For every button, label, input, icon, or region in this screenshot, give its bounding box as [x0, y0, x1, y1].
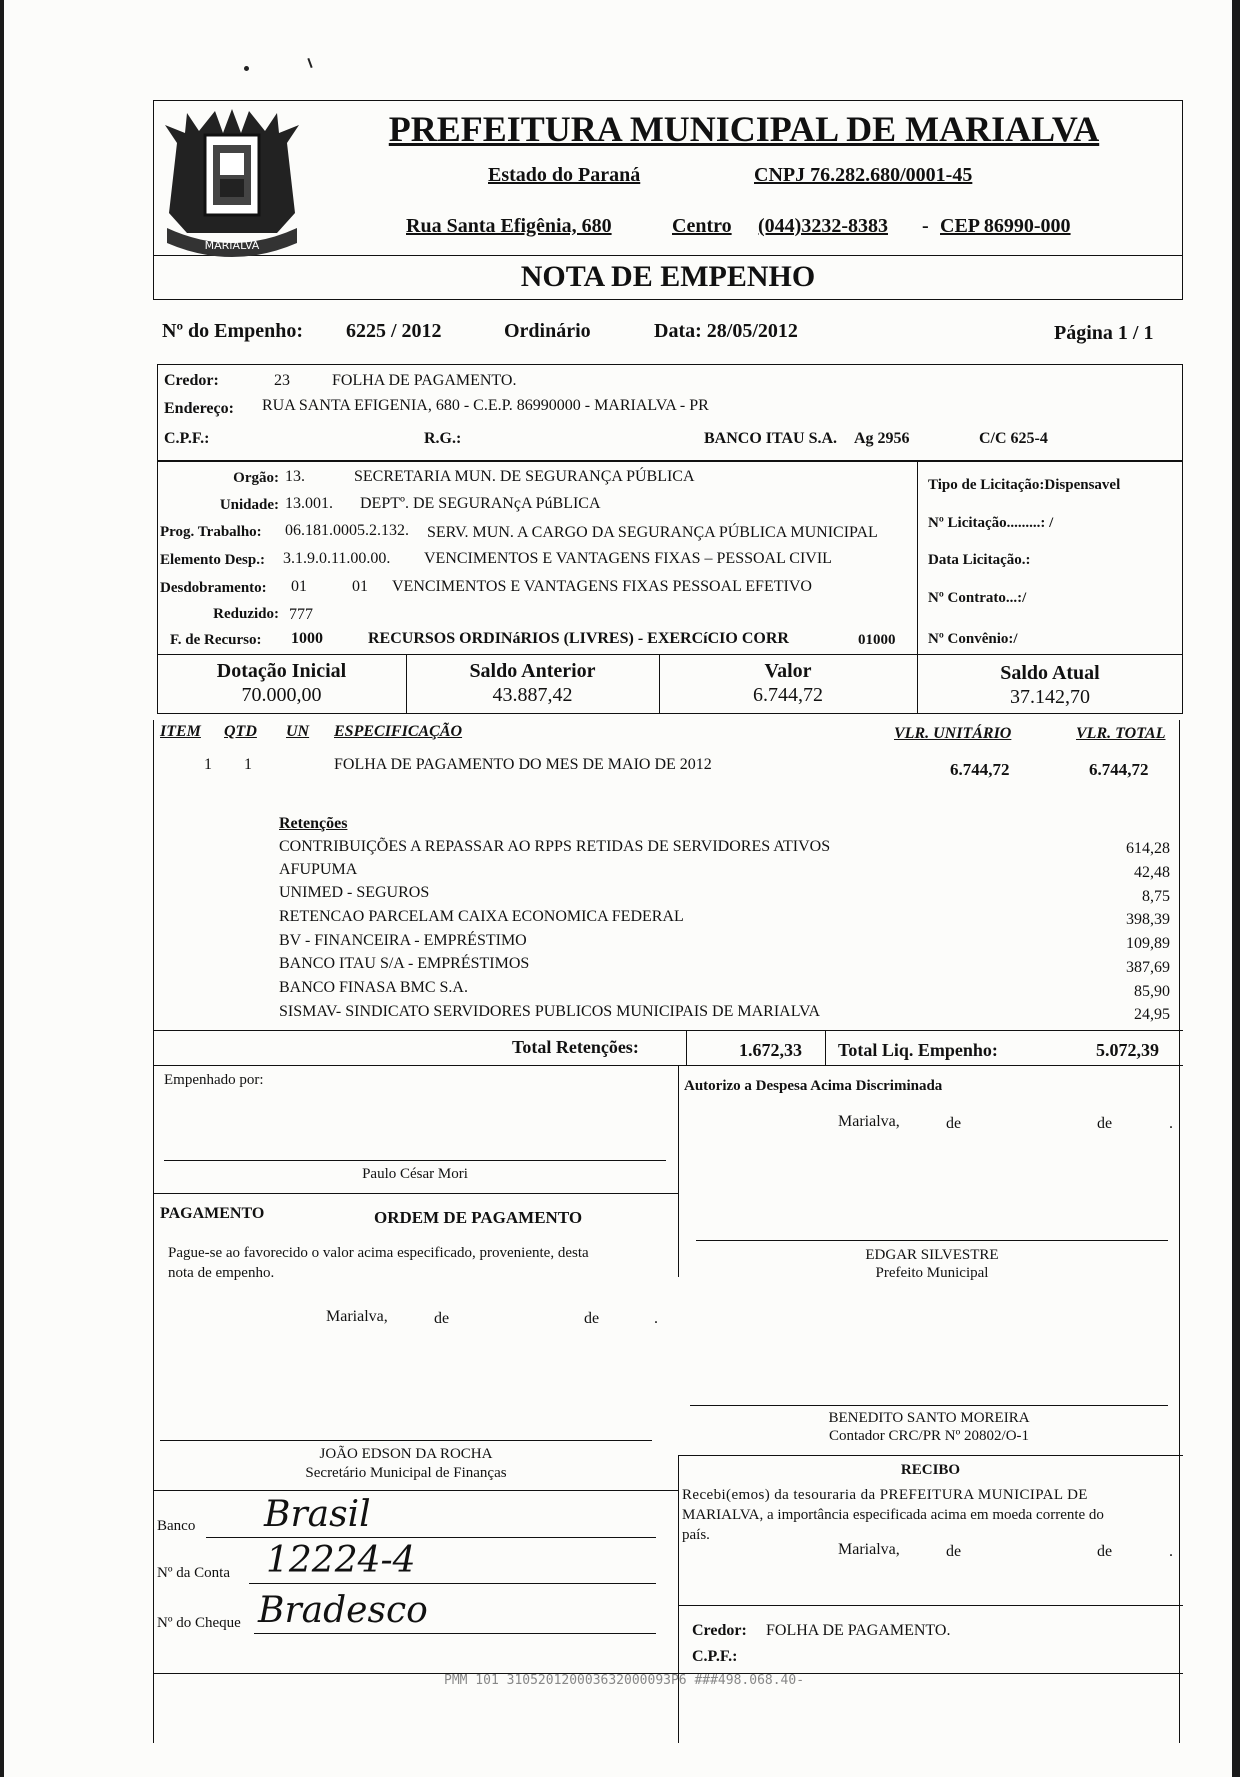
recibo-text-2: MARIALVA, a importância especificada acima em moeda corrente do: [682, 1507, 1104, 1523]
divider: [825, 1030, 826, 1065]
retencao-value: 387,69: [1126, 959, 1170, 976]
address-label: Endereço:: [164, 400, 234, 417]
item-qtd: 1: [244, 756, 252, 773]
divider: [153, 255, 1183, 256]
desdobramento-desc: VENCIMENTOS E VANTAGENS FIXAS PESSOAL EFETIVO: [392, 578, 812, 595]
tipo-licitacao: Tipo de Licitação:Dispensavel: [928, 477, 1121, 493]
pagamento-label: PAGAMENTO: [160, 1205, 265, 1222]
recibo-title: RECIBO: [900, 1462, 961, 1478]
divider: [678, 1065, 679, 1277]
prog-desc: SERV. MUN. A CARGO DA SEGURANÇA PÚBLICA MUNICIPAL: [427, 524, 878, 541]
pagamento-dot: .: [654, 1310, 658, 1327]
divider: [678, 1605, 1183, 1606]
recibo-credor-name: FOLHA DE PAGAMENTO.: [766, 1622, 951, 1639]
unidade-desc: DEPTº. DE SEGURANçA PúBLICA: [360, 495, 601, 512]
retencao-desc: SISMAV- SINDICATO SERVIDORES PUBLICOS MUNICIPAIS DE MARIALVA: [279, 1003, 821, 1020]
numero-convenio: Nº Convênio:/: [928, 631, 1018, 647]
retencao-value: 398,39: [1126, 911, 1170, 928]
desdobramento-code-1: 01: [291, 578, 307, 595]
desdobramento-label: Desdobramento:: [160, 580, 267, 596]
cheque-handwriting: Bradesco: [258, 1590, 428, 1631]
conta-label: Nº da Conta: [157, 1565, 230, 1581]
barcode-text: PMM 101 310520120003632000093P6 ###498.068.40-: [444, 1673, 805, 1688]
scan-mark-icon: [307, 58, 312, 68]
orgao-code: 13.: [285, 468, 305, 485]
cheque-line: [254, 1633, 656, 1634]
signature-line: [164, 1160, 666, 1161]
desdobramento-code-2: 01: [352, 578, 368, 595]
autorizo-de-1: de: [946, 1115, 962, 1132]
retencoes-title: Retenções: [279, 815, 348, 832]
recibo-city: Marialva,: [838, 1541, 900, 1558]
prog-label: Prog. Trabalho:: [160, 524, 262, 540]
empenho-label: Nº do Empenho:: [162, 320, 304, 342]
scan-mark-icon: [244, 66, 249, 71]
recibo-text-3: país.: [682, 1527, 710, 1543]
cheque-label: Nº do Cheque: [157, 1615, 241, 1631]
divider: [917, 460, 918, 655]
divider: [1179, 720, 1180, 1743]
retencao-value: 109,89: [1126, 935, 1170, 952]
retencao-desc: BV - FINANCEIRA - EMPRÉSTIMO: [279, 932, 527, 949]
numero-contrato: Nº Contrato...:/: [928, 590, 1027, 606]
retencao-desc: CONTRIBUIÇÕES A REPASSAR AO RPPS RETIDAS DE SERVIDORES ATIVOS: [279, 838, 831, 855]
retencao-desc: BANCO ITAU S/A - EMPRÉSTIMOS: [279, 955, 530, 972]
phone-label: (044)3232-8383: [758, 215, 888, 237]
retencao-value: 8,75: [1142, 888, 1170, 905]
credor-name: FOLHA DE PAGAMENTO.: [332, 372, 517, 389]
signature-line: [690, 1405, 1168, 1406]
banco-line: [206, 1537, 656, 1538]
address-label: Rua Santa Efigênia, 680: [406, 215, 612, 237]
col-un: UN: [286, 723, 310, 740]
secretario-title: Secretário Municipal de Finanças: [305, 1465, 507, 1481]
empenhado-name: Paulo César Mori: [362, 1166, 468, 1182]
retencao-value: 24,95: [1134, 1006, 1170, 1023]
contador-title: Contador CRC/PR Nº 20802/O-1: [828, 1428, 1030, 1444]
municipal-seal-icon: [157, 103, 307, 263]
divider: [153, 720, 154, 1743]
empenho-number: 6225 / 2012: [346, 320, 442, 342]
signature-line: [160, 1440, 652, 1441]
pagamento-de-1: de: [434, 1310, 450, 1327]
empenho-type: Ordinário: [504, 320, 591, 342]
prefeito-title: Prefeito Municipal: [875, 1265, 989, 1281]
autorizo-city: Marialva,: [838, 1113, 900, 1130]
recurso-label: F. de Recurso:: [170, 632, 262, 648]
valor-value: 6.744,72: [753, 684, 823, 706]
recurso-desc: RECURSOS ORDINáRIOS (LIVRES) - EXERCíCIO CORR: [368, 630, 789, 647]
autorizo-dot: .: [1169, 1115, 1173, 1132]
empenho-date: Data: 28/05/2012: [654, 320, 798, 342]
bank-name: BANCO ITAU S.A.: [704, 430, 838, 447]
orgao-desc: SECRETARIA MUN. DE SEGURANÇA PÚBLICA: [354, 468, 695, 485]
district-label: Centro: [672, 215, 732, 237]
divider: [686, 1030, 687, 1065]
col-item: ITEM: [160, 723, 201, 740]
pagamento-city: Marialva,: [326, 1308, 388, 1325]
col-valor-total: VLR. TOTAL: [1076, 725, 1166, 742]
item-number: 1: [204, 756, 212, 773]
retencao-desc: AFUPUMA: [279, 861, 358, 878]
pagamento-de-2: de: [584, 1310, 600, 1327]
retencao-desc: BANCO FINASA BMC S.A.: [279, 979, 468, 996]
document-title: NOTA DE EMPENHO: [520, 260, 816, 293]
contador-name: BENEDITO SANTO MOREIRA: [828, 1410, 1030, 1426]
dotacao-label: Dotação Inicial: [216, 660, 347, 682]
total-liquido-value: 5.072,39: [1096, 1040, 1159, 1060]
total-retencoes-value: 1.672,33: [739, 1040, 802, 1060]
retencao-value: 85,90: [1134, 983, 1170, 1000]
rg-label: R.G.:: [424, 430, 462, 447]
pague-text-2: nota de empenho.: [168, 1265, 275, 1281]
saldo-anterior-label: Saldo Anterior: [469, 660, 596, 682]
autorizo-label: Autorizo a Despesa Acima Discriminada: [684, 1078, 943, 1094]
bank-account: C/C 625-4: [979, 430, 1048, 447]
credor-label: Credor:: [164, 372, 219, 389]
saldo-atual-label: Saldo Atual: [1000, 662, 1100, 684]
bank-agency: Ag 2956: [854, 430, 910, 447]
banco-handwriting: Brasil: [264, 1494, 371, 1535]
dotacao-value: 70.000,00: [241, 684, 322, 706]
total-retencoes-label: Total Retenções:: [512, 1037, 639, 1057]
retencao-value: 42,48: [1134, 864, 1170, 881]
ordem-pagamento-label: ORDEM DE PAGAMENTO: [374, 1208, 583, 1227]
empenhado-label: Empenhado por:: [164, 1072, 264, 1088]
retencao-desc: UNIMED - SEGUROS: [279, 884, 430, 901]
data-licitacao: Data Licitação.:: [928, 552, 1031, 568]
col-qtd: QTD: [224, 723, 257, 740]
page-title: PREFEITURA MUNICIPAL DE MARIALVA: [388, 109, 1100, 149]
retencao-desc: RETENCAO PARCELAM CAIXA ECONOMICA FEDERAL: [279, 908, 684, 925]
total-liquido-label: Total Liq. Empenho:: [838, 1040, 998, 1060]
page-number: Página 1 / 1: [1054, 322, 1154, 344]
reduzido-label: Reduzido:: [213, 606, 279, 622]
saldo-atual-value: 37.142,70: [1010, 686, 1090, 708]
reduzido-value: 777: [289, 606, 313, 623]
recurso-code: 1000: [291, 630, 323, 647]
recibo-text-1: Recebi(emos) da tesouraria da PREFEITURA MUNICIPAL DE: [682, 1487, 1088, 1503]
recibo-dot: .: [1169, 1543, 1173, 1560]
conta-handwriting: 12224-4: [266, 1540, 416, 1581]
cep-label: CEP 86990-000: [940, 215, 1071, 237]
recibo-credor-label: Credor:: [692, 1622, 747, 1639]
credor-address: RUA SANTA EFIGENIA, 680 - C.E.P. 86990000 - MARIALVA - PR: [262, 397, 709, 414]
col-especificacao: ESPECIFICAÇÃO: [334, 723, 463, 740]
item-unit-value: 6.744,72: [950, 760, 1010, 779]
document-page: [4, 0, 1232, 1777]
item-spec: FOLHA DE PAGAMENTO DO MES DE MAIO DE 2012: [334, 756, 712, 773]
recibo-de-1: de: [946, 1543, 962, 1560]
divider: [153, 1030, 1183, 1031]
credor-code: 23: [274, 372, 290, 389]
numero-licitacao: Nº Licitação.........: /: [928, 515, 1054, 531]
cnpj-label: CNPJ 76.282.680/0001-45: [754, 164, 973, 186]
prog-code: 06.181.0005.2.132.: [285, 522, 409, 539]
conta-line: [249, 1583, 656, 1584]
signature-line: [696, 1240, 1168, 1241]
dash-label: -: [922, 215, 929, 237]
unidade-code: 13.001.: [285, 495, 333, 512]
recibo-cpf-label: C.P.F.:: [692, 1648, 738, 1665]
orgao-label: Orgão:: [233, 470, 279, 486]
prefeito-name: EDGAR SILVESTRE: [865, 1247, 999, 1263]
banco-label: Banco: [157, 1518, 196, 1534]
elemento-code: 3.1.9.0.11.00.00.: [283, 550, 391, 567]
recibo-de-2: de: [1097, 1543, 1113, 1560]
divider: [678, 1455, 1183, 1456]
recurso-fonte: 01000: [858, 632, 896, 648]
cpf-label: C.P.F.:: [164, 430, 210, 447]
elemento-desc: VENCIMENTOS E VANTAGENS FIXAS – PESSOAL CIVIL: [424, 550, 832, 567]
divider: [153, 1065, 1183, 1066]
divider: [153, 1193, 678, 1194]
elemento-label: Elemento Desp.:: [160, 552, 265, 568]
item-total-value: 6.744,72: [1089, 760, 1149, 779]
pague-text-1: Pague-se ao favorecido o valor acima especificado, proveniente, desta: [168, 1245, 589, 1261]
valor-label: Valor: [764, 660, 812, 682]
saldo-anterior-value: 43.887,42: [492, 684, 573, 706]
divider: [153, 1490, 678, 1491]
retencao-value: 614,28: [1126, 840, 1170, 857]
state-label: Estado do Paraná: [488, 164, 641, 186]
seal-text: MARIALVA: [204, 239, 260, 252]
autorizo-de-2: de: [1097, 1115, 1113, 1132]
col-valor-unitario: VLR. UNITÁRIO: [894, 725, 1012, 742]
secretario-name: JOÃO EDSON DA ROCHA: [319, 1446, 493, 1462]
unidade-label: Unidade:: [219, 497, 279, 513]
divider: [678, 1455, 679, 1743]
